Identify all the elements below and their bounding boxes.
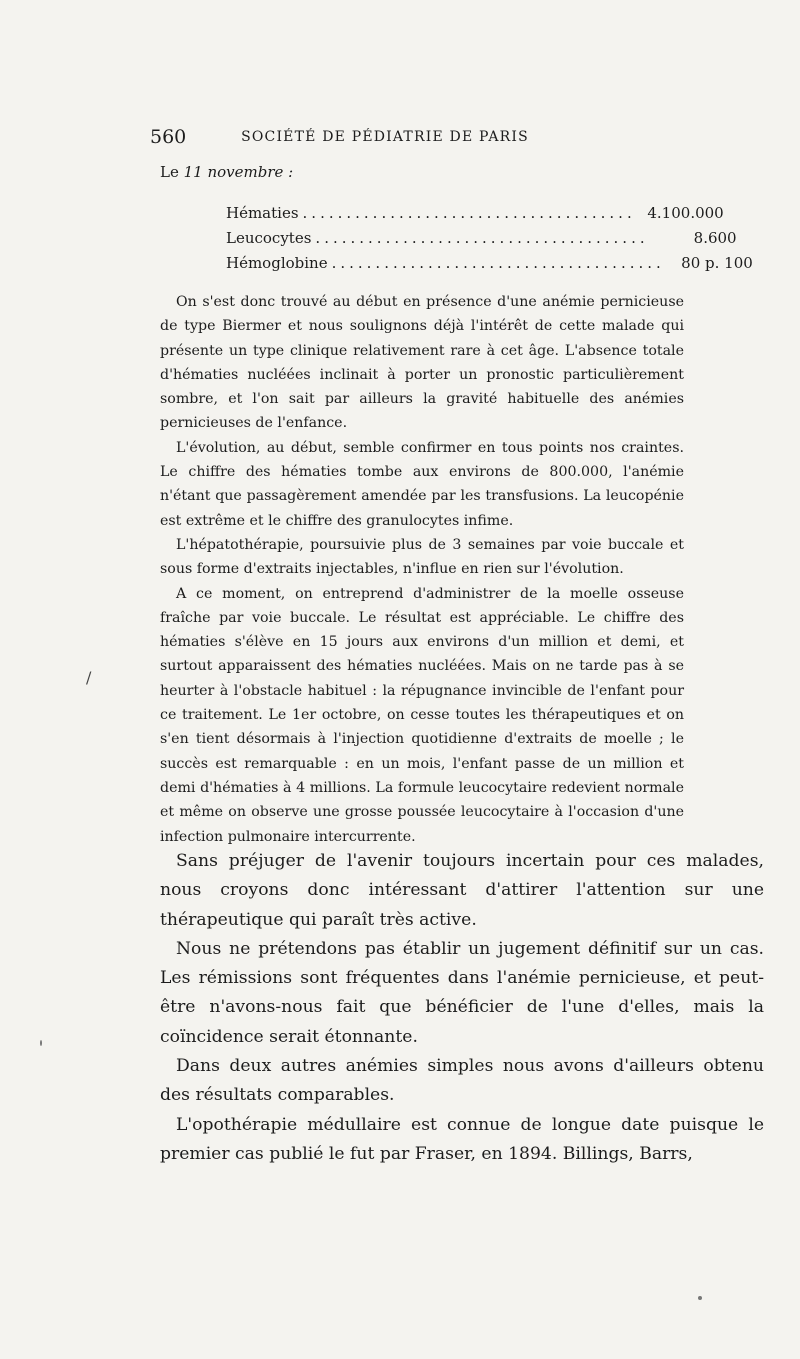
page-number: 560: [150, 126, 187, 148]
paragraph: Nous ne prétendons pas établir un jugement définitif sur un cas. Les rémissions sont fréquentes dans l'anémie pernicieuse, et peut-être n'avons-nous fait que bénéficier de l'une d'elles, mais la coïncidence serait étonnante.: [160, 938, 764, 1047]
paragraph: L'opothérapie médullaire est connue de longue date puisque le premier cas publié le fut par Fraser, en 1894. Billings, Barrs,: [160, 1114, 764, 1164]
leader-dots: ......................................: [331, 254, 665, 272]
discussion-text: [160, 847, 764, 1169]
running-title: SOCIÉTÉ DE PÉDIATRIE DE PARIS: [241, 129, 529, 145]
paragraph: A ce moment, on entreprend d'administrer de la moelle osseuse fraîche par voie buccale. Le résultat est appréciable. Le chiffre des hématies s'élève en 15 jours aux environs d'un million et demi, et surtout apparaissent des hématies nucléées. Mais on ne tarde pas à se heurter à l'obstacle habituel : la répugnance invincible de l'enfant pour ce traitement. Le 1er octobre, on cesse toutes les thérapeutiques et on s'en tient désormais à l'injection quotidienne d'extraits de moelle ; le succès est remarquable : en un mois, l'enfant passe de un million et demi d'hématies à 4 millions. La formule leucocytaire redevient normale et même on observe une grosse poussée leucocytaire à l'occasion d'une infection pulmonaire intercurrente.: [160, 585, 684, 845]
date-prefix: Le: [160, 163, 184, 181]
page-header: [150, 126, 610, 150]
paragraph: On s'est donc trouvé au début en présence d'une anémie pernicieuse de type Biermer et nous soulignons déjà l'intérêt de cette malade qui présente un type clinique relativement rare à cet âge. L'absence totale d'hématies nucléées inclinait à porter un pronostic particulièrement sombre, et l'on sait par ailleurs la gravité habituelle des anémies pernicieuses de l'enfance.: [160, 294, 684, 432]
margin-mark: /: [86, 668, 92, 687]
paragraph: Dans deux autres anémies simples nous avons d'ailleurs obtenu des résultats comparables.: [160, 1056, 764, 1106]
leader-dots: ......................................: [315, 229, 649, 247]
scan-speck: [698, 1296, 702, 1300]
date-value: 11 novembre :: [183, 163, 294, 181]
lab-label: Hémoglobine: [226, 254, 328, 272]
scan-speck: [40, 1040, 42, 1046]
paragraph: L'hépatothérapie, poursuivie plus de 3 semaines par voie buccale et sous forme d'extraits injectables, n'influe en rien sur l'évolution.: [160, 536, 684, 578]
lab-value: 4.100.000: [647, 204, 724, 222]
leader-dots: ......................................: [302, 204, 636, 222]
lab-row-hematies: [226, 204, 724, 229]
lab-results-table: [226, 204, 753, 279]
lab-value: 80 p. 100: [681, 254, 753, 272]
paragraph: L'évolution, au début, semble confirmer en tous points nos craintes. Le chiffre des hématies tombe aux environs de 800.000, l'anémie n'étant que passagèrement amendée par les transfusions. La leucopénie est extrême et le chiffre des granulocytes infime.: [160, 439, 684, 529]
lab-row-leucocytes: [226, 229, 737, 254]
lab-label: Hématies: [226, 204, 299, 222]
lab-row-hemoglobine: [226, 254, 753, 279]
lab-label: Leucocytes: [226, 229, 312, 247]
case-report-text: [160, 290, 684, 849]
paragraph: Sans préjuger de l'avenir toujours incertain pour ces malades, nous croyons donc intéressant d'attirer l'attention sur une thérapeutique qui paraît très active.: [160, 851, 764, 930]
lab-value: 8.600: [693, 229, 737, 247]
date-line: [160, 163, 293, 181]
